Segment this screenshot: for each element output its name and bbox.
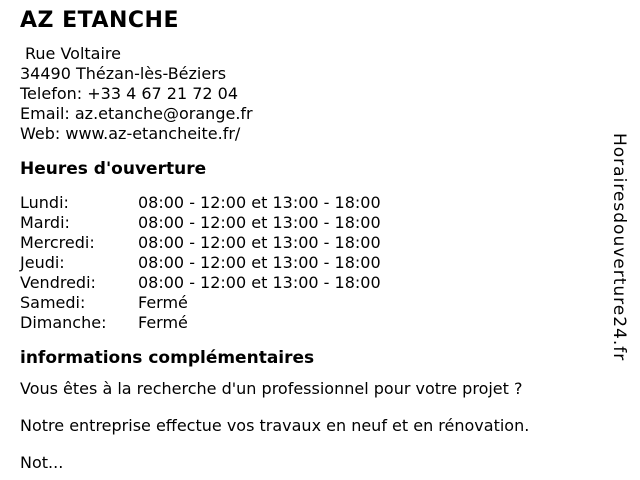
- day-label: Dimanche:: [20, 313, 107, 332]
- web-line: Web: www.az-etancheite.fr/: [20, 124, 241, 143]
- address-street: Rue Voltaire: [25, 44, 121, 63]
- hours-row-friday: [20, 273, 595, 293]
- info-paragraph-1: Vous êtes à la recherche d'un professionnel pour votre projet ?: [20, 379, 523, 398]
- hours-row-tuesday: [20, 213, 595, 233]
- day-label: Lundi:: [20, 193, 69, 212]
- time-value: 08:00 - 12:00 et 13:00 - 18:00: [138, 193, 381, 212]
- day-label: Jeudi:: [20, 253, 65, 272]
- additional-info-heading: informations complémentaires: [20, 348, 315, 368]
- contact-block: [20, 44, 595, 144]
- time-value: 08:00 - 12:00 et 13:00 - 18:00: [138, 213, 381, 232]
- time-value: 08:00 - 12:00 et 13:00 - 18:00: [138, 253, 381, 272]
- business-name-heading: AZ ETANCHE: [20, 8, 179, 33]
- email-line: Email: az.etanche@orange.fr: [20, 104, 253, 123]
- address-city: 34490 Thézan-lès-Béziers: [20, 64, 227, 83]
- hours-row-saturday: [20, 293, 595, 313]
- hours-row-thursday: [20, 253, 595, 273]
- day-label: Samedi:: [20, 293, 86, 312]
- day-label: Mardi:: [20, 213, 70, 232]
- main-content: [20, 0, 595, 473]
- time-value: 08:00 - 12:00 et 13:00 - 18:00: [138, 233, 381, 252]
- hours-row-monday: [20, 193, 595, 213]
- opening-hours-table: [20, 193, 595, 333]
- day-label: Mercredi:: [20, 233, 95, 252]
- time-value: 08:00 - 12:00 et 13:00 - 18:00: [138, 273, 381, 292]
- info-paragraph-3: Not...: [20, 453, 64, 472]
- phone-line: Telefon: +33 4 67 21 72 04: [20, 84, 239, 103]
- day-label: Vendredi:: [20, 273, 96, 292]
- hours-row-sunday: [20, 313, 595, 333]
- site-watermark-vertical: Horairesdouverture24.fr: [609, 133, 629, 362]
- info-paragraph-2: Notre entreprise effectue vos travaux en neuf et en rénovation.: [20, 416, 530, 435]
- time-value: Fermé: [138, 313, 188, 332]
- hours-row-wednesday: [20, 233, 595, 253]
- time-value: Fermé: [138, 293, 188, 312]
- opening-hours-heading: Heures d'ouverture: [20, 159, 207, 179]
